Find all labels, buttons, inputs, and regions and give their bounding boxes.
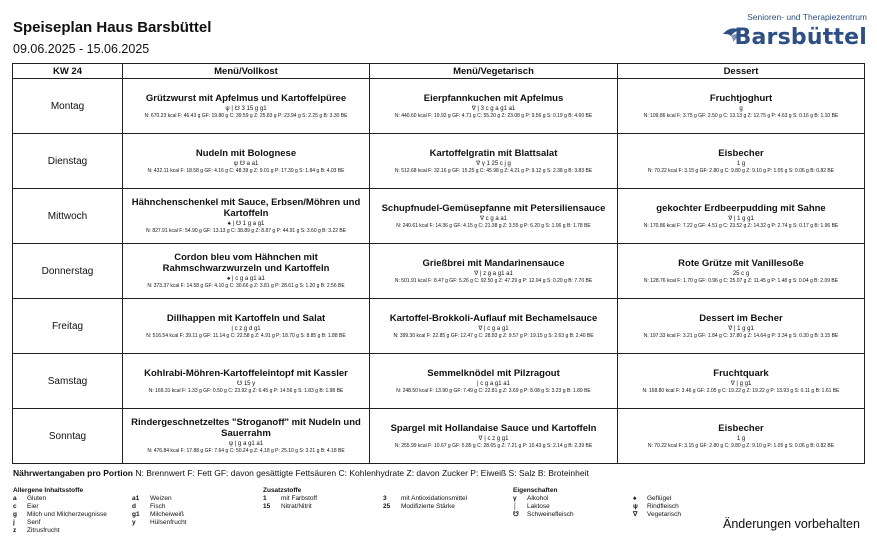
legend-item: ♠ Geflügel: [633, 495, 672, 502]
dish-name: Dessert im Becher: [699, 312, 783, 324]
legend-item: γ Alkohol: [513, 495, 549, 502]
page-title: Speiseplan Haus Barsbüttel: [13, 19, 212, 36]
dessert-cell: [618, 79, 865, 134]
dish-nutrition: N: 70.22 kcal F: 3.15 g GF: 2.80 g C: 9.80 g Z: 9.10 g P: 1.05 g S: 0.06 g B: 0.82 BE: [647, 167, 835, 174]
table-row: [13, 189, 865, 244]
menu-cell: [123, 189, 370, 244]
dish-name: Semmelknödel mit Pilzragout: [427, 367, 560, 379]
day-cell: Donnerstag: [13, 244, 123, 299]
dish-codes: | c g a g1 a1: [477, 380, 510, 387]
dish-nutrition: N: 248.50 kcal F: 13.90 g GF: 7.49 g C: 22.81 g Z: 3.69 g P: 8.08 g S: 3.23 g B: 1.89 BE: [396, 387, 591, 394]
dish-nutrition: N: 440.60 kcal F: 19.92 g GF: 4.71 g C: 55.20 g Z: 23.08 g P: 9.56 g S: 0.19 g B: 4.60 BE: [394, 112, 593, 119]
table-row: [13, 134, 865, 189]
table-header-row: [13, 64, 865, 79]
legend-item: 1 mit Farbstoff: [263, 495, 318, 502]
dish-name: Eierpfannkuchen mit Apfelmus: [423, 92, 564, 104]
dish-nutrition: N: 670.23 kcal F: 46.43 g GF: 19.80 g C: 39.59 g Z: 25.83 g P: 23.94 g S: 2.25 g B: 3.30 BE: [144, 112, 348, 119]
dish-codes: 25 c g: [732, 270, 750, 277]
nutrition-label: Nährwertangaben pro Portion: [13, 468, 133, 478]
properties-title: Eigenschaften: [513, 487, 558, 494]
dish-nutrition: N: 197.33 kcal F: 3.21 g GF: 1.84 g C: 37.80 g Z: 14.64 g P: 3.34 g S: 0.30 g B: 3.15 BE: [643, 332, 839, 339]
dish-nutrition: N: 373.37 kcal F: 14.58 g GF: 4.10 g C: 30.66 g Z: 3.81 g P: 28.61 g S: 1.20 g B: 2.56 BE: [147, 283, 345, 289]
table-row: [13, 354, 865, 409]
logo-name: Barsbüttel: [734, 25, 867, 50]
allergens-title: Allergene Inhaltsstoffe: [13, 487, 84, 494]
menu-table: [12, 63, 865, 464]
dish-name: Spargel mit Hollandaise Sauce und Kartoffeln: [390, 422, 597, 434]
dish-nutrition: N: 476.84 kcal F: 17.88 g GF: 7.64 g C: 50.24 g Z: 4.18 g P: 25.10 g S: 3.21 g B: 4.18 BE: [147, 448, 345, 454]
menu-cell: [123, 79, 370, 134]
dish-name: Rindergeschnetzeltes "Stroganoff" mit Nudeln und Sauerrahm: [131, 417, 361, 439]
dish-codes: g: [739, 105, 743, 112]
dish-name: Fruchtquark: [713, 367, 769, 379]
table-row: [13, 299, 865, 354]
dish-codes: ψ ☋ a a1: [233, 160, 259, 167]
table-row: [13, 244, 865, 299]
legend-item: c Eier: [13, 503, 39, 510]
menu-cell: [123, 244, 370, 299]
logo-subtitle: Senioren- und Therapiezentrum: [747, 12, 867, 22]
dessert-cell: [618, 189, 865, 244]
dish-codes: ψ | g a g1 a1: [228, 441, 264, 447]
nutrition-text: N: Brennwert F: Fett GF: davon gesättigte Fettsäuren C: Kohlenhydrate Z: davon Zucker P: Eiweiß S: Salz B: Broteinheit: [132, 468, 589, 478]
legend-item: ☋ Schweinefleisch: [513, 511, 574, 518]
legend-item: d Fisch: [132, 503, 166, 510]
dish-codes: 1 g: [736, 160, 746, 167]
legend-item: 3 mit Antioxidationsmittel: [383, 495, 468, 502]
column-header-week: KW 24: [13, 64, 123, 79]
dish-nutrition: N: 827.91 kcal F: 54.90 g GF: 13.13 g C: 38.89 g Z: 8.87 g P: 44.91 g S: 3.60 g B: 3.22 BE: [145, 228, 347, 234]
dessert-cell: [618, 299, 865, 354]
table-row: [13, 409, 865, 464]
day-cell: Sonntag: [13, 409, 123, 464]
dish-codes: ∇ | 1 g g1: [728, 215, 754, 222]
legend-item: ⌠ Laktose: [513, 503, 550, 510]
date-range: 09.06.2025 - 15.06.2025: [13, 42, 150, 56]
dish-nutrition: N: 240.61 kcal F: 14.36 g GF: 4.15 g C: 21.38 g Z: 3.55 g P: 6.20 g S: 1.06 g B: 1.78 BE: [396, 222, 591, 229]
dish-nutrition: N: 70.22 kcal F: 3.15 g GF: 2.80 g C: 9.80 g Z: 9.10 g P: 1.05 g S: 0.06 g B: 0.82 BE: [647, 442, 835, 449]
legend-item: 25 Modifizierte Stärke: [383, 503, 455, 510]
dish-codes: ∇ | z g a g1 a1: [474, 270, 513, 277]
legend-item: y Hülsenfrucht: [132, 519, 187, 526]
dish-nutrition: N: 109.86 kcal F: 3.75 g GF: 2.50 g C: 13.13 g Z: 12.75 g P: 4.63 g S: 0.16 g B: 1.10 BE: [643, 112, 839, 119]
dish-nutrition: N: 512.68 kcal F: 32.16 g GF: 15.25 g C: 45.98 g Z: 4.21 g P: 9.12 g S: 2.38 g B: 3.83 BE: [394, 167, 593, 174]
dish-codes: ♠ | ☋ 1 g a g1: [227, 221, 265, 227]
legend-item: g1 Milcheiweiß: [132, 511, 184, 518]
nutrition-legend: [13, 468, 589, 478]
dessert-cell: [618, 134, 865, 189]
dish-codes: ∇ | c g a g1: [478, 325, 509, 332]
menu-cell: [123, 134, 370, 189]
logo: [722, 12, 867, 52]
additives-title: Zusatzstoffe: [263, 487, 302, 494]
day-cell: Dienstag: [13, 134, 123, 189]
dish-name: Grützwurst mit Apfelmus und Kartoffelpüree: [145, 92, 347, 104]
dish-name: Schupfnudel-Gemüsepfanne mit Petersiliensauce: [381, 202, 606, 214]
dish-name: gekochter Erdbeerpudding mit Sahne: [656, 202, 826, 214]
menu-cell: [123, 354, 370, 409]
dish-nutrition: N: 399.30 kcal F: 22.85 g GF: 12.47 g C: 28.83 g Z: 9.57 g P: 19.15 g S: 2.63 g B: 2.40 BE: [393, 332, 594, 339]
dish-codes: ∇ c g a a1: [479, 215, 508, 222]
dish-nutrition: N: 432.11 kcal F: 18.58 g GF: 4.16 g C: 48.39 g Z: 9.01 g P: 17.39 g S: 1.84 g B: 4.03 BE: [147, 167, 345, 174]
dish-name: Dillhappen mit Kartoffeln und Salat: [166, 312, 326, 324]
column-header-vegetarian: Menü/Vegetarisch: [370, 64, 618, 79]
day-cell: Freitag: [13, 299, 123, 354]
vegetarian-cell: [370, 134, 618, 189]
dessert-cell: [618, 409, 865, 464]
dish-codes: | c z g d g1: [231, 325, 261, 332]
dish-codes: ∇ | 3 c g a g1 a1: [471, 105, 516, 112]
vegetarian-cell: [370, 79, 618, 134]
dish-name: Cordon bleu vom Hähnchen mit Rahmschwarzwurzeln und Kartoffeln: [162, 252, 330, 274]
vegetarian-cell: [370, 299, 618, 354]
dish-name: Eisbecher: [718, 147, 764, 159]
dish-name: Fruchtjoghurt: [709, 92, 773, 104]
day-cell: Samstag: [13, 354, 123, 409]
dish-codes: ∇ | c z g g1: [478, 435, 509, 442]
legend-item: ∇ Vegetarisch: [633, 511, 681, 518]
vegetarian-cell: [370, 244, 618, 299]
dish-name: Grießbrei mit Mandarinensauce: [422, 257, 565, 269]
dish-nutrition: N: 168.80 kcal F: 3.46 g GF: 2.05 g C: 19.22 g Z: 19.22 g P: 13.93 g S: 0.11 g B: 1.61 BE: [642, 387, 840, 394]
dish-name: Eisbecher: [718, 422, 764, 434]
dish-codes: ☋ 15 y: [236, 380, 256, 387]
legend-item: ψ Rindfleisch: [633, 503, 679, 510]
dish-nutrition: N: 255.99 kcal F: 10.67 g GF: 5.85 g C: 28.65 g Z: 7.21 g P: 10.43 g S: 2.14 g B: 2.39 BE: [394, 442, 593, 449]
dessert-cell: [618, 244, 865, 299]
legend-item: a1 Weizen: [132, 495, 172, 502]
table-row: [13, 79, 865, 134]
dish-name: Kartoffel-Brokkoli-Auflauf mit Bechamelsauce: [389, 312, 598, 324]
legend-item: 15 Nitrat/Nitrit: [263, 503, 312, 510]
legend-item: j Senf: [13, 519, 41, 526]
menu-cell: [123, 299, 370, 354]
dish-name: Kohlrabi-Möhren-Kartoffeleintopf mit Kassler: [144, 367, 348, 379]
dish-nutrition: N: 128.76 kcal F: 1.70 g GF: 0.96 g C: 25.07 g Z: 11.45 g P: 1.48 g S: 0.04 g B: 2.09 BE: [643, 277, 839, 284]
changes-reserved-note: Änderungen vorbehalten: [723, 517, 860, 531]
vegetarian-cell: [370, 354, 618, 409]
dish-name: Rote Grütze mit Vanillesoße: [678, 257, 804, 269]
dish-nutrition: N: 170.86 kcal F: 7.22 g GF: 4.51 g C: 23.52 g Z: 14.32 g P: 2.74 g S: 0.17 g B: 1.96 BE: [643, 222, 839, 229]
dish-codes: ψ | ☋ 3 15 g g1: [225, 105, 267, 112]
dish-codes: ∇ γ 1 25 c j g: [476, 160, 511, 167]
day-cell: Mittwoch: [13, 189, 123, 244]
vegetarian-cell: [370, 409, 618, 464]
dish-name: Nudeln mit Bolognese: [195, 147, 297, 159]
menu-cell: [123, 409, 370, 464]
column-header-menu: Menü/Vollkost: [123, 64, 370, 79]
dessert-cell: [618, 354, 865, 409]
dish-codes: 1 g: [736, 435, 746, 442]
dish-nutrition: N: 169.31 kcal F: 1.33 g GF: 0.50 g C: 23.92 g Z: 6.45 g P: 14.56 g S: 1.83 g B: 1.98 BE: [148, 387, 344, 394]
legend-item: a Gluten: [13, 495, 47, 502]
dish-nutrition: N: 516.54 kcal F: 39.11 g GF: 11.14 g C: 22.58 g Z: 4.91 g P: 18.70 g S: 8.85 g B: 1.88 BE: [146, 332, 346, 339]
dish-nutrition: N: 501.91 kcal F: 8.47 g GF: 5.26 g C: 92.50 g Z: 47.29 g P: 12.04 g S: 0.20 g B: 7.70 BE: [394, 277, 593, 284]
dish-name: Hähnchenschenkel mit Sauce, Erbsen/Möhren und Kartoffeln: [131, 197, 361, 219]
vegetarian-cell: [370, 189, 618, 244]
dish-codes: ♠ | c g a g1 a1: [227, 276, 265, 282]
column-header-dessert: Dessert: [618, 64, 865, 79]
dish-name: Kartoffelgratin mit Blattsalat: [429, 147, 558, 159]
legend-item: z Zitrusfrucht: [13, 527, 60, 534]
day-cell: Montag: [13, 79, 123, 134]
dish-codes: ∇ | 1 g g1: [728, 325, 754, 332]
dish-codes: ∇ | g g1: [730, 380, 752, 387]
legend-item: g Milch und Milcherzeugnisse: [13, 511, 107, 518]
